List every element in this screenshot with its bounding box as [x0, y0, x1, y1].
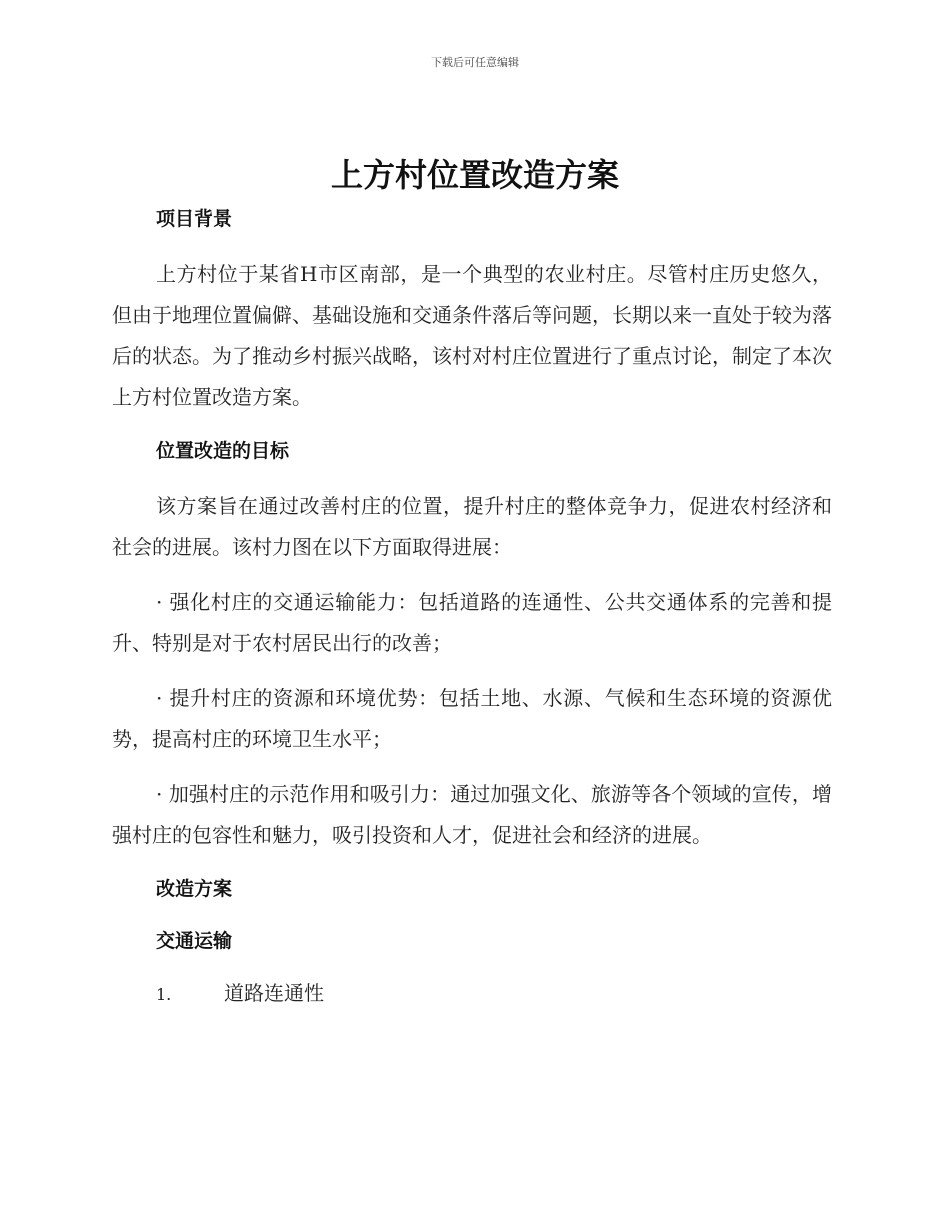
paragraph-goals: 该方案旨在通过改善村庄的位置，提升村庄的整体竞争力，促进农村经济和社会的进展。该村力图在以下方面取得进展： — [112, 494, 832, 559]
paragraph-background: 上方村位于某省H市区南部，是一个典型的农业村庄。尽管村庄历史悠久，但由于地理位置偏僻、基础设施和交通条件落后等问题，长期以来一直处于较为落后的状态。为了推动乡村振兴战略，该村对村庄位置进行了重点讨论，制定了本次上方村位置改造方案。 — [112, 262, 832, 409]
bullet-item-resources: · 提升村庄的资源和环境优势：包括土地、水源、气候和生态环境的资源优势，提高村庄的环境卫生水平； — [112, 686, 832, 751]
bullet-item-attraction: · 加强村庄的示范作用和吸引力：通过加强文化、旅游等各个领域的宣传，增强村庄的包容性和魅力，吸引投资和人才，促进社会和经济的进展。 — [112, 782, 832, 847]
section-heading-plan: 改造方案 — [156, 878, 233, 900]
header-note: 下载后可任意编辑 — [431, 56, 519, 69]
section-heading-background: 项目背景 — [156, 208, 233, 230]
bullet-item-transport: · 强化村庄的交通运输能力：包括道路的连通性、公共交通体系的完善和提升、特别是对于农村居民出行的改善； — [112, 590, 832, 655]
numbered-item — [112, 974, 832, 1014]
document-body — [112, 200, 832, 1014]
section-heading-goals: 位置改造的目标 — [156, 440, 290, 462]
numbered-item-text: 道路连通性 — [224, 981, 324, 1005]
document-title: 上方村位置改造方案 — [330, 156, 619, 194]
section-heading-transport: 交通运输 — [156, 930, 233, 952]
numbered-item-number: 1. — [156, 985, 172, 1004]
